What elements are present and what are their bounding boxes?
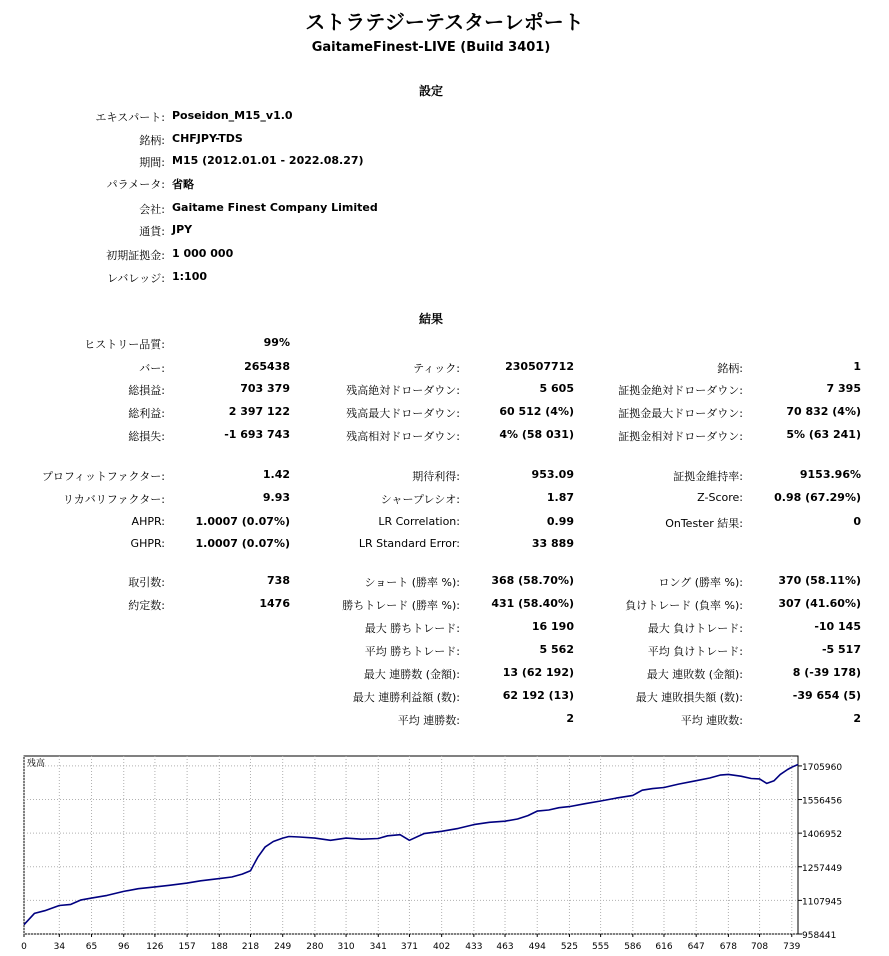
- settings-row: [0, 154, 889, 170]
- chart-x-tick-label: 525: [560, 942, 579, 952]
- result-label: ヒストリー品質:: [84, 338, 165, 351]
- result-label: 約定数:: [128, 599, 165, 612]
- chart-x-tick-label: 126: [146, 942, 164, 952]
- chart-x-tick-label: 0: [21, 942, 27, 952]
- result-label: 残高最大ドローダウン:: [346, 407, 460, 420]
- chart-x-tick-label: 188: [210, 942, 228, 952]
- chart-x-tick-label: 34: [53, 942, 66, 952]
- result-value: 2 397 122: [228, 405, 290, 418]
- result-value: 230507712: [505, 360, 574, 373]
- chart-x-tick-label: 341: [369, 942, 387, 952]
- chart-y-tick-label: 1257449: [802, 863, 843, 874]
- settings-row: [0, 109, 889, 125]
- result-label: 取引数:: [128, 576, 165, 589]
- result-value: 70 832 (4%): [786, 405, 861, 418]
- chart-x-tick-label: 586: [624, 942, 642, 952]
- chart-y-tick-label: 1406952: [802, 830, 843, 841]
- settings-row: [0, 132, 889, 148]
- settings-label: レバレッジ:: [107, 272, 165, 285]
- result-value: 9153.96%: [799, 468, 861, 481]
- result-value: 1.87: [546, 491, 574, 504]
- result-label: バー:: [139, 362, 165, 375]
- chart-x-tick-label: 402: [433, 942, 451, 952]
- result-value: 62 192 (13): [502, 689, 574, 702]
- results-row: [0, 382, 889, 398]
- report-title: ストラテジーテスターレポート: [305, 10, 584, 34]
- result-label: 勝ちトレード (勝率 %):: [342, 599, 460, 612]
- result-value: 2: [853, 712, 861, 725]
- chart-y-tick-label: 958441: [802, 931, 837, 941]
- result-value: 0: [853, 515, 861, 528]
- settings-heading: 設定: [418, 84, 443, 98]
- result-value: 431 (58.40%): [491, 597, 574, 610]
- result-label: OnTester 結果:: [665, 517, 743, 530]
- chart-x-tick-label: 371: [400, 942, 419, 952]
- result-value: 9.93: [262, 491, 290, 504]
- chart-x-tick-label: 218: [241, 942, 260, 952]
- results-heading: 結果: [418, 312, 443, 326]
- result-label: ロング (勝率 %):: [658, 576, 743, 589]
- chart-x-tick-label: 555: [592, 942, 610, 952]
- chart-x-tick-label: 708: [750, 942, 769, 952]
- result-value: 1.42: [262, 468, 290, 481]
- result-label: プロフィットファクター:: [41, 470, 165, 483]
- result-value: 703 379: [240, 382, 290, 395]
- settings-label: 銘柄:: [139, 134, 165, 147]
- results-row: [0, 597, 889, 613]
- settings-label: 会社:: [139, 203, 165, 216]
- result-label: ショート (勝率 %):: [364, 576, 460, 589]
- result-label: ティック:: [413, 362, 460, 375]
- chart-y-tick-label: 1556456: [802, 796, 843, 807]
- result-label: 平均 連勝数:: [397, 714, 460, 727]
- result-value: 4% (58 031): [499, 428, 574, 441]
- result-value: 1: [853, 360, 861, 373]
- results-row: [0, 620, 889, 636]
- result-label: 証拠金絶対ドローダウン:: [618, 384, 743, 397]
- result-value: 5 605: [539, 382, 574, 395]
- settings-value: 1:100: [172, 270, 208, 283]
- result-label: 最大 連勝数 (金額):: [363, 668, 460, 681]
- result-value: 7 395: [826, 382, 861, 395]
- chart-title: 残高: [27, 759, 46, 769]
- settings-value: M15 (2012.01.01 - 2022.08.27): [172, 154, 364, 167]
- settings-row: [0, 270, 889, 286]
- result-label: 期待利得:: [412, 470, 460, 483]
- result-value: -1 693 743: [224, 428, 290, 441]
- result-value: 738: [267, 574, 290, 587]
- result-label: AHPR:: [131, 515, 165, 528]
- results-row: [0, 491, 889, 507]
- chart-x-tick-label: 433: [465, 942, 483, 952]
- result-value: 60 512 (4%): [499, 405, 574, 418]
- result-value: 265438: [244, 360, 290, 373]
- settings-row: [0, 176, 889, 192]
- result-label: 総損失:: [128, 430, 165, 443]
- settings-value: CHFJPY-TDS: [172, 132, 243, 145]
- results-row: [0, 712, 889, 728]
- result-value: 368 (58.70%): [491, 574, 574, 587]
- results-row: [0, 574, 889, 590]
- chart-x-tick-label: 678: [719, 942, 737, 952]
- result-label: 証拠金維持率:: [673, 470, 743, 483]
- report-subtitle: GaitameFinest-LIVE (Build 3401): [311, 40, 551, 55]
- result-label: Z-Score:: [697, 491, 743, 504]
- result-label: LR Standard Error:: [358, 537, 460, 550]
- settings-label: パラメータ:: [106, 178, 165, 191]
- result-value: 307 (41.60%): [778, 597, 861, 610]
- results-row: [0, 689, 889, 705]
- result-label: シャープレシオ:: [380, 493, 460, 506]
- balance-chart: [0, 752, 889, 956]
- chart-x-tick-label: 249: [274, 942, 292, 952]
- chart-x-tick-label: 310: [337, 942, 355, 952]
- results-row: [0, 405, 889, 421]
- settings-value: JPY: [172, 223, 193, 236]
- settings-value: 1 000 000: [172, 247, 234, 260]
- settings-value: Poseidon_M15_v1.0: [172, 109, 293, 122]
- chart-y-tick-label: 1705960: [802, 762, 843, 773]
- result-value: 5% (63 241): [786, 428, 861, 441]
- chart-x-tick-label: 647: [687, 942, 705, 952]
- chart-x-tick-label: 280: [306, 942, 324, 952]
- settings-label: 期間:: [139, 156, 165, 169]
- settings-label: 初期証拠金:: [106, 249, 165, 262]
- settings-row: [0, 201, 889, 217]
- result-value: 33 889: [531, 537, 574, 550]
- chart-x-tick-label: 463: [496, 942, 514, 952]
- result-label: 最大 負けトレード:: [647, 622, 743, 635]
- result-value: 99%: [263, 336, 290, 349]
- results-row: [0, 666, 889, 682]
- result-label: 平均 連敗数:: [680, 714, 743, 727]
- result-label: 最大 勝ちトレード:: [364, 622, 460, 635]
- result-label: 平均 勝ちトレード:: [364, 645, 460, 658]
- result-label: 銘柄:: [717, 362, 743, 375]
- result-label: 証拠金最大ドローダウン:: [618, 407, 743, 420]
- result-label: 最大 連敗損失額 (数):: [635, 691, 743, 704]
- result-value: 0.99: [546, 515, 574, 528]
- result-label: 残高絶対ドローダウン:: [346, 384, 460, 397]
- result-label: 負けトレード (負率 %):: [625, 599, 743, 612]
- settings-row: [0, 247, 889, 263]
- chart-y-tick-label: 1107945: [802, 897, 843, 908]
- result-label: リカバリファクター:: [62, 493, 165, 506]
- result-value: 370 (58.11%): [778, 574, 861, 587]
- results-row: [0, 515, 889, 531]
- result-label: 残高相対ドローダウン:: [346, 430, 460, 443]
- results-row: [0, 468, 889, 484]
- result-label: 証拠金相対ドローダウン:: [618, 430, 743, 443]
- chart-x-tick-label: 157: [178, 942, 196, 952]
- result-value: 953.09: [531, 468, 574, 481]
- result-value: -10 145: [814, 620, 861, 633]
- results-row: [0, 428, 889, 444]
- result-value: 8 (-39 178): [792, 666, 861, 679]
- result-value: 0.98 (67.29%): [774, 491, 861, 504]
- results-row: [0, 360, 889, 376]
- result-label: 総損益:: [128, 384, 165, 397]
- results-row: [0, 336, 889, 352]
- result-value: 1476: [259, 597, 290, 610]
- result-label: 最大 連敗数 (金額):: [646, 668, 743, 681]
- result-value: 1.0007 (0.07%): [195, 515, 290, 528]
- result-value: 13 (62 192): [502, 666, 574, 679]
- settings-value: 省略: [172, 178, 194, 191]
- chart-x-tick-label: 616: [655, 942, 673, 952]
- chart-x-tick-label: 96: [118, 942, 130, 952]
- result-value: 2: [566, 712, 574, 725]
- result-value: -39 654 (5): [792, 689, 861, 702]
- results-row: [0, 537, 889, 553]
- result-value: 16 190: [531, 620, 574, 633]
- result-label: GHPR:: [130, 537, 165, 550]
- result-value: 5 562: [539, 643, 574, 656]
- chart-x-tick-label: 739: [783, 942, 801, 952]
- result-label: 平均 負けトレード:: [647, 645, 743, 658]
- settings-value: Gaitame Finest Company Limited: [172, 201, 378, 214]
- results-row: [0, 643, 889, 659]
- result-label: 最大 連勝利益額 (数):: [352, 691, 460, 704]
- settings-label: エキスパート:: [95, 111, 165, 124]
- result-label: LR Correlation:: [378, 515, 460, 528]
- result-value: 1.0007 (0.07%): [195, 537, 290, 550]
- settings-row: [0, 223, 889, 239]
- chart-x-tick-label: 65: [85, 942, 98, 952]
- result-value: -5 517: [821, 643, 861, 656]
- chart-x-tick-label: 494: [528, 942, 546, 952]
- settings-label: 通貨:: [139, 225, 165, 238]
- result-label: 総利益:: [128, 407, 165, 420]
